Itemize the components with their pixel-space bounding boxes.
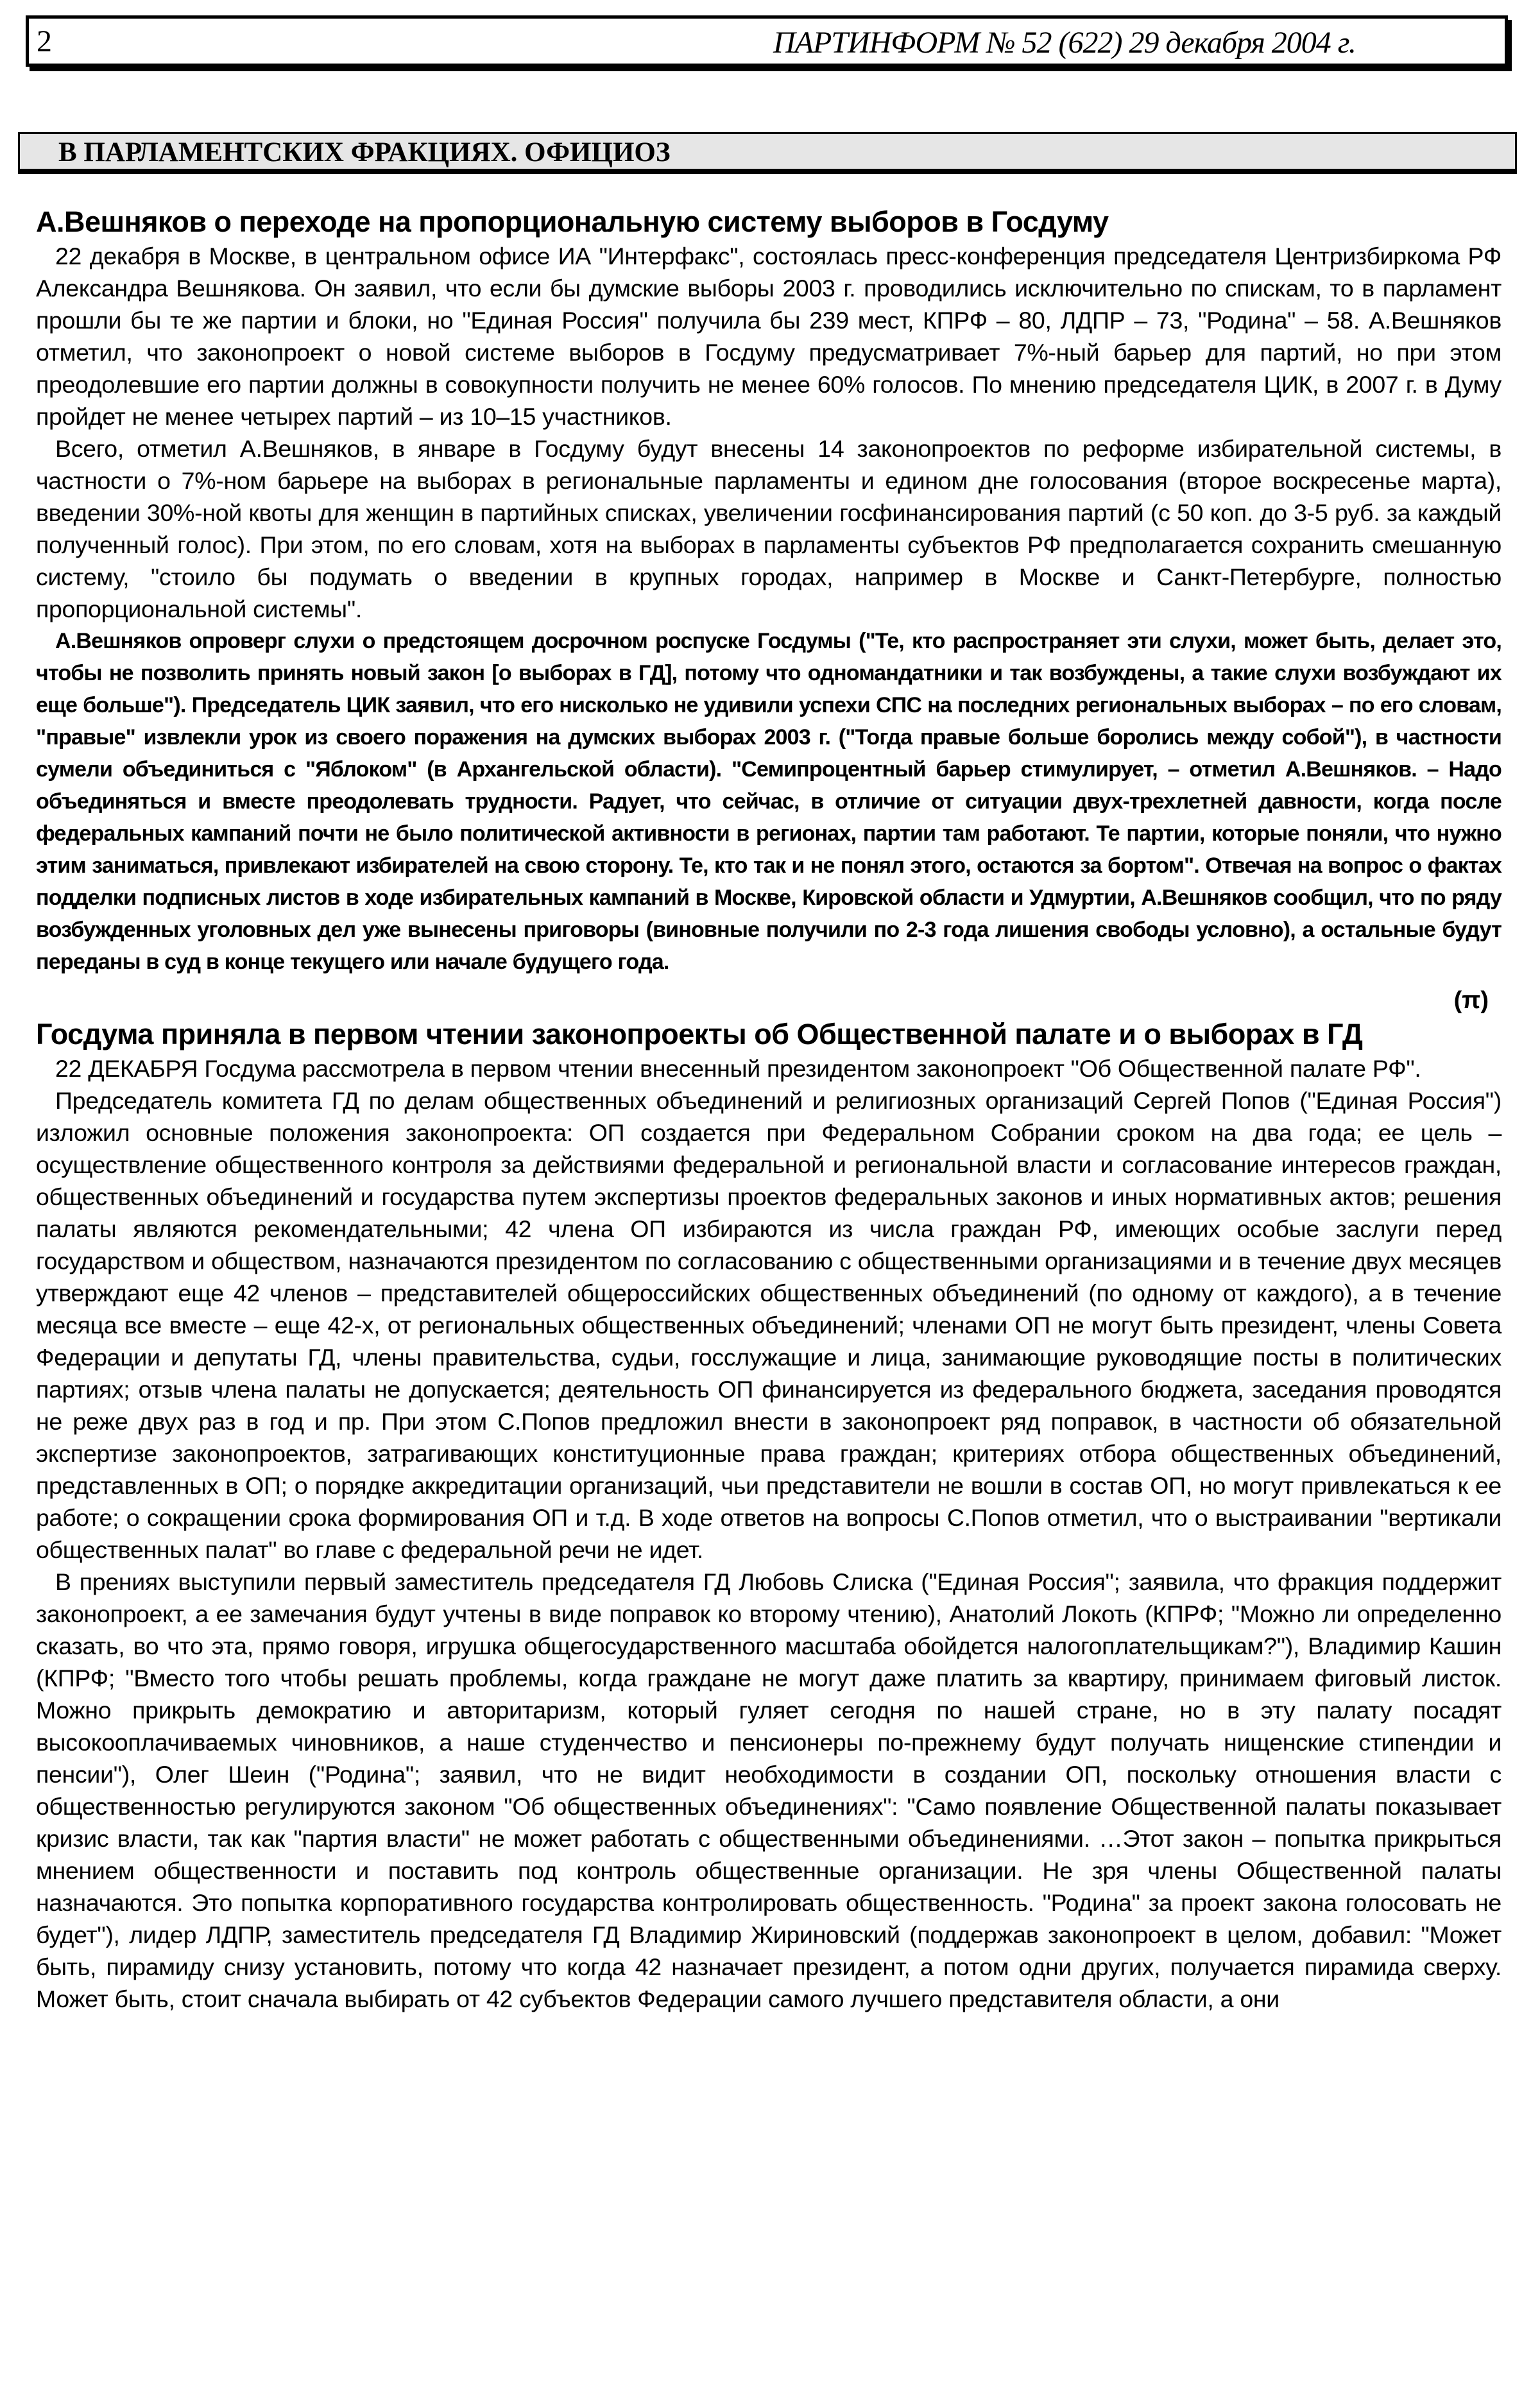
- paragraph: Всего, отметил А.Вешняков, в январе в Госдуму будут внесены 14 законопроектов по реформе избирательной системы, в частности о 7%-ном барьере на выборах в региональные парламенты и едином дне голосования (второе воскресенье марта), введении 30%-ной квоты для женщин в партийных списках, увеличении госфинансирования партий (с 50 коп. до 3-5 руб. за каждый полученный голос). При этом, по его словам, хотя на выборах в парламенты субъектов РФ предполагается сохранить смешанную систему, "стоило бы подумать о введении в крупных городах, например в Москве и Санкт-Петербурге, полностью пропорциональной системы".: [36, 435, 1502, 622]
- paragraph: В прениях выступили первый заместитель председателя ГД Любовь Слиска ("Единая Россия"; заявила, что фракция поддержит законопроект, а ее замечания будут учтены в виде поправок ко второму чтению), Анатолий Локоть (КПРФ; "Можно ли определенно сказать, во что эта, прямо говоря, игрушка общегосударственного масштаба обойдется налогоплательщикам?"), Владимир Кашин (КПРФ; "Вместо того чтобы решать проблемы, когда граждане не могут даже платить за квартиру, принимаем фиговый листок. Можно прикрыть демократию и авторитаризм, который гуляет сегодня по нашей стране, но в эту палату посадят высокооплачиваемых чиновников, а наше студенчество и пенсионеры по-прежнему будут получать нищенские стипендии и пенсии"), Олег Шеин ("Родина"; заявил, что не видит необходимости в создании ОП, поскольку отношения власти с общественностью регулируются законом "Об общественных объединениях": "Само появление Общественной палаты показывает кризис власти, так как "партия власти" не может работать с общественными объединениями. …Этот закон – попытка прикрыться мнением общественности и поставить под контроль общественные организации. Не зря члены Общественной палаты назначаются. Это попытка корпоративного государства контролировать общественность. "Родина" за проект закона голосовать не будет"), лидер ЛДПР, заместитель председателя ГД Владимир Жириновский (поддержав законопроект в целом, добавил: "Может быть, пирамиду снизу установить, потому что когда 42 назначает президент, а потом одни других, получается пирамида сверху. Может быть, стоит сначала выбирать от 42 субъектов Федерации самого лучшего представителя области, а они: [36, 1568, 1502, 2012]
- section-heading: [18, 132, 1517, 174]
- bold-paragraph: А.Вешняков опроверг слухи о предстоящем досрочном роспуске Госдумы ("Те, кто распространяет эти слухи, может быть, делает это, чтобы не позволить принять новый закон [о выборах в ГД], потому что одномандатники и так возбуждены, а такие слухи возбуждают их еще больше"). Председатель ЦИК заявил, что его нисколько не удивили успехи СПС на последних региональных выборах – по его словам, "правые" извлекли урок из своего поражения на думских выборах 2003 г. ("Тогда правые больше боролись между собой"), в частности сумели объединиться с "Яблоком" (в Архангельской области). "Семипроцентный барьер стимулирует, – отметил А.Вешняков. – Надо объединяться и вместе преодолевать трудности. Радует, что сейчас, в отличие от ситуации двух-трехлетней давности, когда после федеральных кампаний почти не было политической активности в регионах, партии там работают. Те партии, которые поняли, что нужно этим заниматься, привлекают избирателей на свою сторону. Те, кто так и не понял этого, остаются за бортом". Отвечая на вопрос о фактах подделки подписных листов в ходе избирательных кампаний в Москве, Кировской области и Удмуртии, А.Вешняков сообщил, что по ряду возбужденных уголовных дел уже вынесены приговоры (виновные получили по 2-3 года лишения свободы условно), а остальные будут переданы в суд в конце текущего или начале будущего года.: [36, 629, 1502, 974]
- paragraph: 22 ДЕКАБРЯ Госдума рассмотрела в первом чтении внесенный президентом законопроект "Об Общественной палате РФ".: [55, 1055, 1421, 1082]
- section-title: В ПАРЛАМЕНТСКИХ ФРАКЦИЯХ. ОФИЦИОЗ: [58, 137, 671, 167]
- article-column: [36, 204, 1502, 2015]
- page-header: [26, 15, 1508, 67]
- article-title: Госдума приняла в первом чтении законопроекты об Общественной палате и о выборах в ГД: [36, 1018, 1363, 1050]
- article-title: А.Вешняков о переходе на пропорциональную систему выборов в Госдуму: [36, 205, 1109, 238]
- publication-title: ПАРТИНФОРМ № 52 (622) 29 декабря 2004 г.: [773, 26, 1356, 60]
- paragraph: Председатель комитета ГД по делам общественных объединений и религиозных организаций Сергей Попов ("Единая Россия") изложил основные положения законопроекта: ОП создается при Федеральном Собрании сроком на два года; ее цель – осуществление общественного контроля за действиями федеральной и региональной власти и согласование интересов граждан, общественных объединений и государства путем экспертизы проектов федеральных законов и иных нормативных актов; решения палаты являются рекомендательными; 42 члена ОП избираются из числа граждан РФ, имеющих особые заслуги перед государством и обществом, назначаются президентом по согласованию с общественными организациями и в течение двух месяцев утверждают еще 42 членов – представителей общероссийских общественных объединений (по одному от каждого), а в течение месяца все вместе – еще 42-х, от региональных общественных объединений; членами ОП не могут быть президент, члены Совета Федерации и депутаты ГД, члены правительства, судьи, госслужащие и лица, занимающие руководящие посты в политических партиях; отзыв члена палаты не допускается; деятельность ОП финансируется из федерального бюджета, заседания проводятся не реже двух раз в год и пр. При этом С.Попов предложил внести в законопроект ряд поправок, в частности об обязательной экспертизе законопроектов, затрагивающих конституционные права граждан; критериях отбора общественных объединений, представленных в ОП; о порядке аккредитации организаций, чьи представители не вошли в состав ОП, но могут привлекаться к ее работе; о сокращении срока формирования ОП и т.д. В ходе ответов на вопросы С.Попов отметил, что о выстраивании "вертикали общественных палат" во главе с федеральной речи не идет.: [36, 1087, 1502, 1563]
- page-number: 2: [37, 24, 52, 58]
- paragraph: 22 декабря в Москве, в центральном офисе ИА "Интерфакс", состоялась пресс-конференция председателя Центризбиркома РФ Александра Вешнякова. Он заявил, что если бы думские выборы 2003 г. проводились исключительно по спискам, то в парламент прошли бы те же партии и блоки, но "Единая Россия" получила бы 239 мест, КПРФ – 80, ЛДПР – 73, "Родина" – 58. А.Вешняков отметил, что законопроект о новой системе выборов в Госдуму предусматривает 7%-ный барьер для партий, но при этом преодолевшие его партии должны в совокупности получить не менее 60% голосов. По мнению председателя ЦИК, в 2007 г. в Думу пройдет не менее четырех партий – из 10–15 участников.: [36, 243, 1502, 430]
- author-signature: (π): [1453, 987, 1489, 1014]
